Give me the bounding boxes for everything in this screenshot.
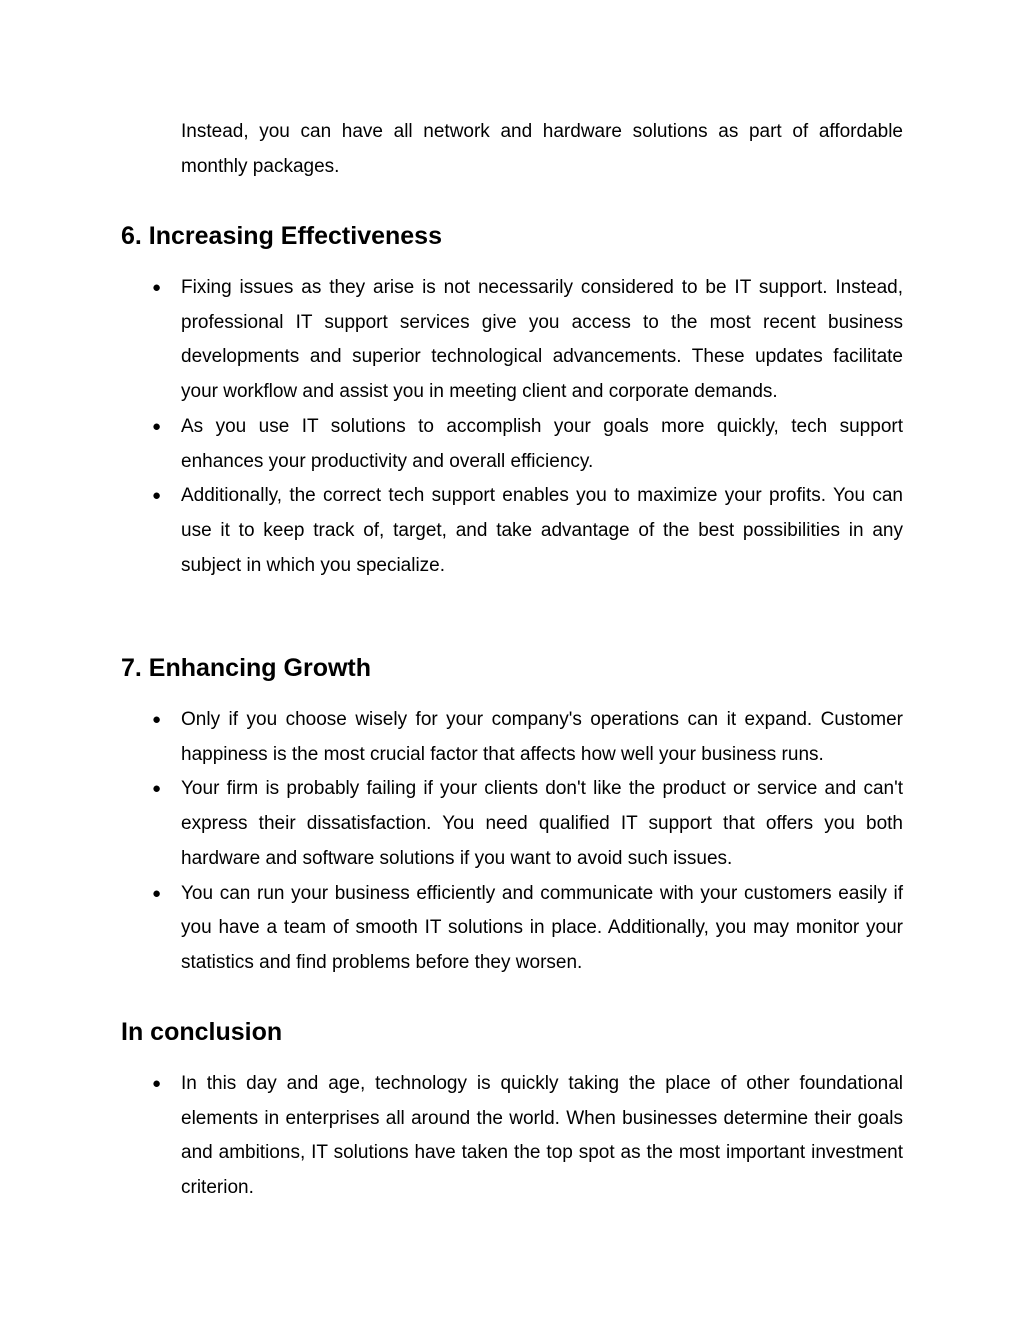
list-item-text: You can run your business efficiently and communicate with your customers easily if you have a team of smooth IT solutions in place. Additionally, you may monitor your statistics and find problems before they worsen. xyxy=(181,882,903,973)
bullet-icon: ● xyxy=(152,780,162,798)
section-heading-conclusion: In conclusion xyxy=(121,1018,283,1046)
bullet-list-growth xyxy=(0,703,1024,981)
bullet-icon: ● xyxy=(152,279,162,296)
list-item-text: Fixing issues as they arise is not necessarily considered to be IT support. Instead, professional IT support services give you access to the most recent business developments and superior technological advancements. These updates facilitate your workflow and assist you in meeting client and corporate demands. xyxy=(181,277,903,403)
bullet-icon: ● xyxy=(152,417,162,435)
list-item-text: Your firm is probably failing if your clients don't like the product or service and can't express their dissatisfaction. You need qualified IT support that offers you both hardware and software solutions if you want to avoid such issues. xyxy=(181,778,903,869)
intro-paragraph: Instead, you can have all network and hardware solutions as part of affordable monthly packages. xyxy=(181,121,903,177)
bullet-icon: ● xyxy=(152,487,162,505)
list-item xyxy=(0,410,1024,479)
bullet-icon: ● xyxy=(152,884,162,902)
list-item-text: In this day and age, technology is quickly taking the place of other foundational elements in enterprises all around the world. When businesses determine their goals and ambitions, IT solutions have taken the top spot as the most important investment criterion. xyxy=(181,1073,903,1199)
list-item xyxy=(0,772,1024,876)
bullet-icon: ● xyxy=(152,711,162,728)
section-heading-increasing-effectiveness: 6. Increasing Effectiveness xyxy=(121,222,442,250)
list-item xyxy=(0,1067,1024,1206)
bullet-icon: ● xyxy=(152,1075,162,1092)
list-item xyxy=(0,479,1024,583)
list-item xyxy=(0,877,1024,981)
bullet-list-effectiveness xyxy=(0,271,1024,583)
list-item-text: Only if you choose wisely for your company's operations can it expand. Customer happiness is the most crucial factor that affects how well your business runs. xyxy=(181,709,903,765)
list-item xyxy=(0,703,1024,772)
list-item-text: As you use IT solutions to accomplish your goals more quickly, tech support enhances your productivity and overall efficiency. xyxy=(181,415,903,472)
section-heading-enhancing-growth: 7. Enhancing Growth xyxy=(121,654,372,682)
list-item-text: Additionally, the correct tech support enables you to maximize your profits. You can use it to keep track of, target, and take advantage of the best possibilities in any subject in which you specialize. xyxy=(181,485,903,576)
bullet-list-conclusion xyxy=(0,1067,1024,1206)
list-item xyxy=(0,271,1024,410)
